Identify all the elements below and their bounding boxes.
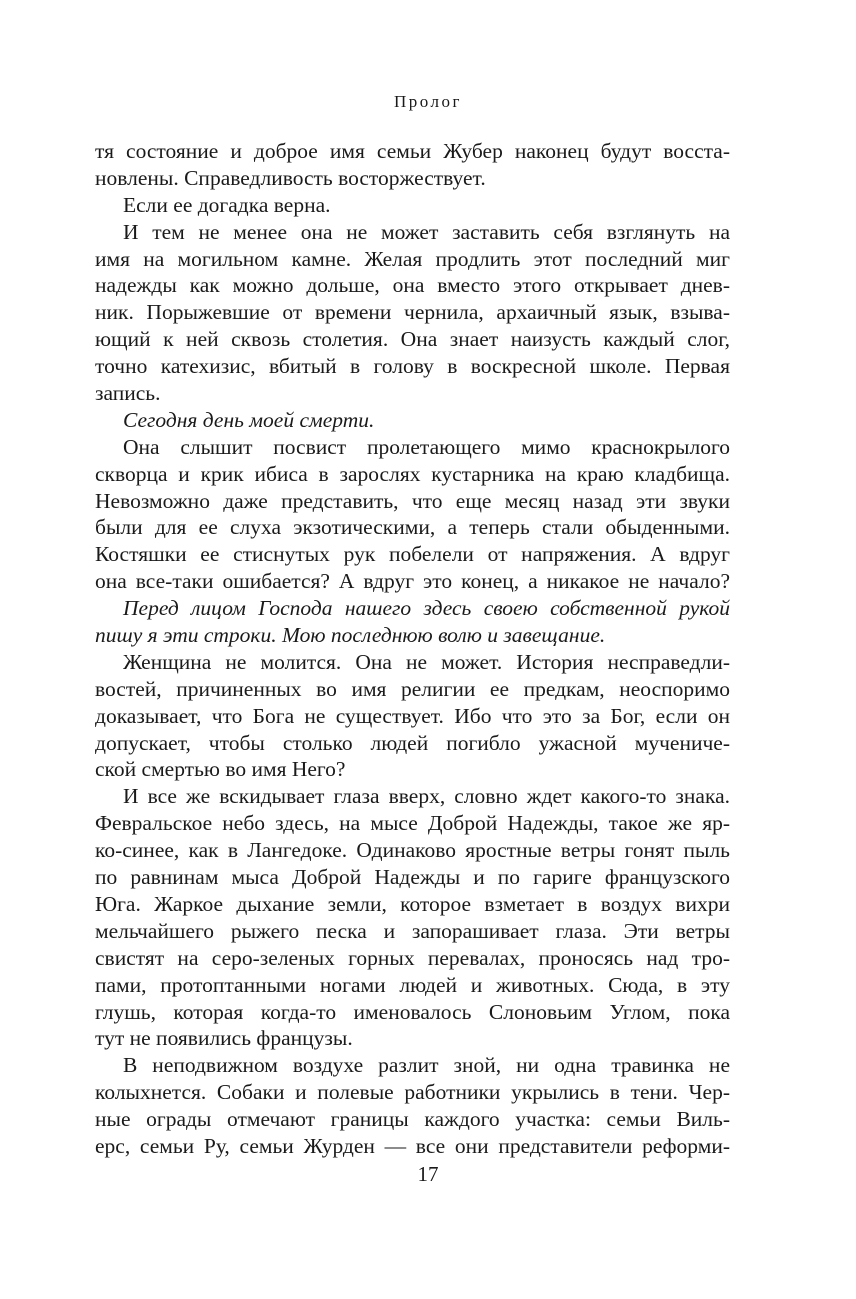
text-line: Февральское небо здесь, на мысе Доброй Надежды, такое же яр- [95, 811, 730, 836]
text-line: точно катехизис, вбитый в голову в воскресной школе. Первая [95, 354, 730, 379]
text-line: колыхнется. Собаки и полевые работники укрылись в тени. Чер- [95, 1080, 730, 1105]
text-line: Если ее догадка верна. [123, 192, 331, 217]
text-line: ерс, семьи Ру, семьи Журден — все они представители реформи- [95, 1133, 730, 1158]
text-line: Юга. Жаркое дыхание земли, которое взметает в воздух вихри [95, 891, 730, 916]
text-line: ные ограды отмечают границы каждого участка: семьи Виль- [95, 1107, 730, 1132]
text-line: ко-синее, как в Лангедоке. Одинаково яростные ветры гонят пыль [95, 838, 730, 863]
text-line: тут не появились французы. [95, 1026, 353, 1051]
text-line: глушь, которая когда-то именовалось Слоновьим Углом, пока [95, 999, 730, 1024]
text-line: надежды как можно дольше, она вместо этого открывает днев- [95, 273, 730, 298]
text-line: тя состояние и доброе имя семьи Жубер наконец будут восста- [95, 139, 730, 163]
text-line: И тем не менее она не может заставить себя взглянуть на [123, 219, 730, 244]
text-line: допускает, чтобы столько людей погибло ужасной мучениче- [95, 730, 730, 755]
text-line: мельчайшего рыжего песка и запорашивает глаза. Эти ветры [95, 918, 730, 943]
text-line: она все-таки ошибается? А вдруг это конец, а никакое не начало? [95, 569, 730, 594]
page-number: 17 [417, 1162, 439, 1186]
text-line: свистят на серо-зеленых горных перевалах, проносясь над тро- [95, 945, 730, 970]
text-line: Костяшки ее стиснутых рук побелели от напряжения. А вдруг [95, 542, 730, 567]
text-line: ской смертью во имя Него? [95, 757, 346, 782]
text-line: востей, причиненных во имя религии ее предкам, неоспоримо [95, 676, 730, 701]
text-line: новлены. Справедливость восторжествует. [95, 165, 486, 190]
text-line: скворца и крик ибиса в зарослях кустарника на краю кладбища. [95, 461, 730, 486]
text-line: В неподвижном воздухе разлит зной, ни одна травинка не [123, 1053, 730, 1078]
body-text [95, 138, 730, 1160]
text-line: доказывает, что Бога не существует. Ибо что это за Бог, если он [95, 703, 730, 728]
text-line: имя на могильном камне. Желая продлить этот последний миг [95, 246, 730, 271]
text-line: Невозможно даже представить, что еще месяц назад эти звуки [95, 488, 730, 513]
text-line: Сегодня день моей смерти. [123, 407, 375, 432]
text-line: пишу я эти строки. Мою последнюю волю и завещание. [95, 623, 606, 648]
text-line: пами, протоптанными ногами людей и животных. Сюда, в эту [95, 972, 730, 997]
running-header: Пролог [393, 92, 462, 111]
text-line: по равнинам мыса Доброй Надежды и по гариге французского [95, 865, 730, 890]
text-line: запись. [95, 381, 161, 406]
text-line: были для ее слуха экзотическими, а теперь стали обыденными. [95, 515, 730, 540]
text-line: Перед лицом Господа нашего здесь своею собственной рукой [123, 596, 730, 621]
text-line: Женщина не молится. Она не может. История несправедли- [123, 649, 730, 674]
text-line: ник. Порыжевшие от времени чернила, архаичный язык, взыва- [95, 300, 730, 325]
text-line: И все же вскидывает глаза вверх, словно ждет какого-то знака. [123, 784, 730, 809]
text-line: Она слышит посвист пролетающего мимо краснокрылого [123, 434, 730, 459]
text-line: ющий к ней сквозь столетия. Она знает наизусть каждый слог, [95, 327, 730, 352]
